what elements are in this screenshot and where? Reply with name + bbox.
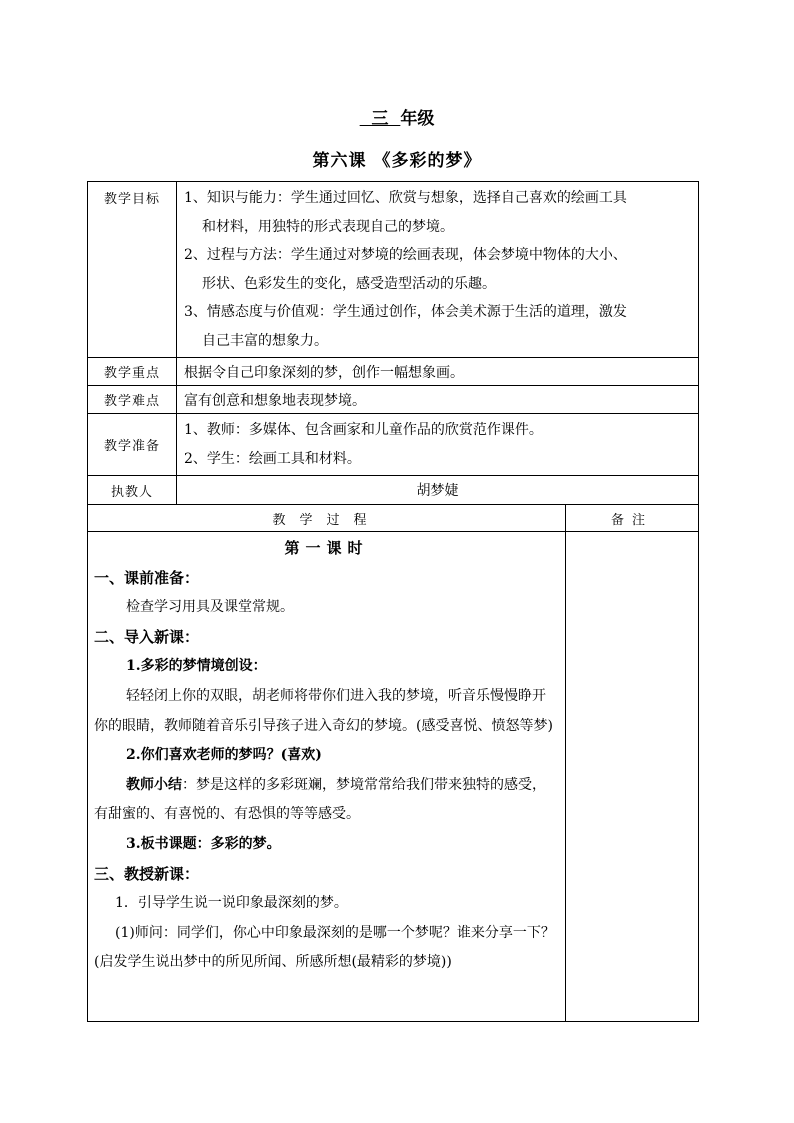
- section-3-item-1: 1．引导学生说一说印象最深刻的梦。: [115, 895, 348, 912]
- teacher-row: [88, 476, 699, 505]
- section-2-paragraph-1: 轻轻闭上你的双眼，胡老师将带你们进入我的梦境，听音乐慢慢睁开你的眼睛，教师随着音乐引导孩子进入奇幻的梦境。(感受喜悦、愤怒等梦): [94, 687, 553, 734]
- lesson-title: 第六课 《多彩的梦》: [312, 151, 482, 171]
- preparation-label: 教学准备: [88, 414, 177, 476]
- objective-2-line1: 2、过程与方法：学生通过对梦境的绘画表现，体会梦境中物体的大小、: [184, 247, 627, 263]
- difficulties-text: 富有创意和想象地表现梦境。: [177, 386, 699, 414]
- notes-header: 备注: [566, 505, 699, 532]
- section-2-title: 二、导入新课：: [94, 627, 200, 646]
- section-2-sub-1: 1.多彩的梦情境创设：: [126, 658, 267, 675]
- preparation-item-2: 2、学生：绘画工具和材料。: [184, 450, 361, 467]
- objective-3-line1: 3、情感态度与价值观：学生通过创作，体会美术源于生活的道理，激发: [184, 304, 627, 320]
- objectives-label: 教学目标: [88, 182, 177, 358]
- key-points-label: 教学重点: [88, 358, 177, 386]
- objective-1-line1: 1、知识与能力：学生通过回忆、欣赏与想象，选择自己喜欢的绘画工具: [184, 190, 627, 206]
- teacher-summary-label: 教师小结: [126, 776, 182, 793]
- grade-blank-left: [360, 109, 372, 129]
- preparation-item-1: 1、教师：多媒体、包含画家和儿童作品的欣赏范作课件。: [184, 422, 543, 438]
- objective-3-line2: 自己丰富的想象力。: [202, 332, 328, 349]
- section-3-paragraph-1: (1)师问：同学们，你心中印象最深刻的是哪一个梦呢？谁来分享一下？(启发学生说出梦中的所见所闻、所感所想(最精彩的梦境)): [94, 924, 555, 971]
- teacher-summary-text: ：梦是这样的多彩斑斓，梦境常常给我们带来独特的感受，有甜蜜的、有喜悦的、有恐惧的等等感受。: [94, 776, 546, 823]
- grade-heading: [0, 104, 794, 129]
- objectives-content: [177, 182, 699, 358]
- key-points-row: [88, 358, 699, 386]
- lesson-plan-table: [87, 181, 699, 1022]
- preparation-content: [177, 414, 699, 476]
- notes-column: [566, 532, 699, 1022]
- section-1-title: 一、课前准备：: [94, 568, 200, 587]
- difficulties-row: [88, 386, 699, 414]
- teacher-name: 胡梦婕: [177, 476, 699, 505]
- objective-1-line2: 和材料，用独特的形式表现自己的梦境。: [202, 218, 454, 235]
- objectives-row: [88, 182, 699, 358]
- grade-suffix: 年级: [400, 109, 435, 129]
- process-header: 教学过程: [88, 505, 566, 532]
- section-2-paragraph-2: [94, 771, 559, 830]
- process-content: [88, 532, 566, 1022]
- difficulties-label: 教学难点: [88, 386, 177, 414]
- grade-blank-right: [389, 109, 401, 129]
- key-points-text: 根据令自己印象深刻的梦，创作一幅想象画。: [177, 358, 699, 386]
- grade-value: 三: [371, 109, 389, 129]
- process-header-row: [88, 505, 699, 532]
- preparation-row: [88, 414, 699, 476]
- process-body-row: [88, 532, 699, 1022]
- lesson-period-heading: 第一课时: [284, 539, 369, 557]
- section-3-title: 三、教授新课：: [94, 864, 200, 883]
- section-2-sub-2: 2.你们喜欢老师的梦吗？(喜欢): [126, 747, 322, 764]
- section-2-sub-3: 3.板书课题：多彩的梦。: [126, 835, 281, 852]
- teacher-label: 执教人: [88, 476, 177, 505]
- objective-2-line2: 形状、色彩发生的变化，感受造型活动的乐趣。: [202, 275, 496, 292]
- section-1-text: 检查学习用具及课堂常规。: [126, 599, 294, 616]
